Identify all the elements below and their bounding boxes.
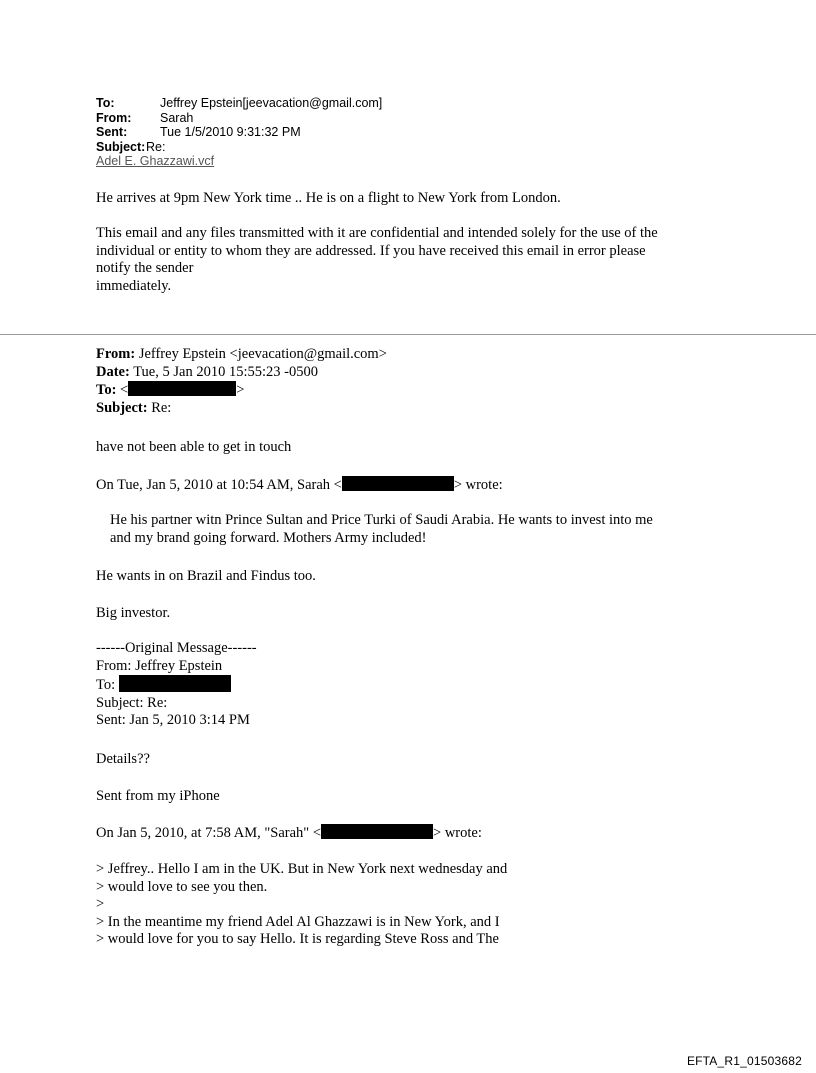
email-header xyxy=(96,96,382,169)
original-to-row xyxy=(96,675,726,695)
bates-number: EFTA_R1_01503682 xyxy=(686,1054,802,1068)
original-subject: Subject: Re: xyxy=(96,694,168,711)
message-line: Details?? xyxy=(96,751,150,767)
redaction-box xyxy=(119,675,231,692)
header-subject-label: Subject: xyxy=(96,139,146,154)
reply-subject-row xyxy=(96,400,726,418)
section-divider xyxy=(0,334,816,335)
quoted-line: He his partner witn Prince Sultan and Price Turki of Saudi Arabia. He wants to invest into me xyxy=(110,512,653,528)
header-subject-value: Re: xyxy=(146,139,166,154)
reply-from-label: From: xyxy=(96,346,136,362)
original-sent: Sent: Jan 5, 2010 3:14 PM xyxy=(96,712,250,728)
message-line: He arrives at 9pm New York time .. He is on a flight to New York from London. xyxy=(96,190,561,206)
quoted-line: > In the meantime my friend Adel Al Ghazzawi is in New York, and I xyxy=(96,913,500,930)
reply-from-row xyxy=(96,346,726,364)
message-line: Big investor. xyxy=(96,605,171,621)
header-from-label: From: xyxy=(96,110,132,125)
quote-intro xyxy=(96,476,503,495)
attachment-row xyxy=(96,154,382,169)
original-to-label: To: xyxy=(96,677,116,693)
reply-date-label: Date: xyxy=(96,363,130,380)
redaction-box xyxy=(342,476,454,491)
original-from: From: Jeffrey Epstein xyxy=(96,657,223,674)
header-sent-label: Sent: xyxy=(96,125,128,139)
disclaimer-line: notify the sender xyxy=(96,260,194,276)
header-subject-row xyxy=(96,140,382,155)
original-message-header xyxy=(96,640,726,730)
quote-intro-text: On Jan 5, 2010, at 7:58 AM, "Sarah" < xyxy=(96,825,322,841)
quote-intro xyxy=(96,824,482,843)
reply-to-open: < xyxy=(120,382,129,398)
quoted-original xyxy=(96,861,726,949)
reply-subject-value: Re: xyxy=(151,399,172,416)
reply-to-row xyxy=(96,381,726,400)
quote-intro-text: On Tue, Jan 5, 2010 at 10:54 AM, Sarah < xyxy=(96,477,342,493)
redaction-box xyxy=(321,824,433,839)
original-divider: ------Original Message------ xyxy=(96,640,257,656)
reply-date-value: Tue, 5 Jan 2010 15:55:23 -0500 xyxy=(133,363,318,380)
reply-to-label: To: xyxy=(96,382,117,398)
header-to-row xyxy=(96,96,382,111)
reply-from-value: Jeffrey Epstein <jeevacation@gmail.com> xyxy=(138,346,387,362)
header-from-value: Sarah xyxy=(160,110,194,125)
quoted-line: > would love to see you then. xyxy=(96,878,268,895)
reply-body: have not been able to get in touch xyxy=(96,439,292,455)
quote-intro-wrote: > wrote: xyxy=(453,477,503,493)
quote-intro-wrote: > wrote: xyxy=(433,825,482,841)
disclaimer-line: This email and any files transmitted with it are confidential and intended solely for the use of the xyxy=(96,225,658,241)
quoted-line: > would love for you to say Hello. It is regarding Steve Ross and The xyxy=(96,931,499,947)
quoted-message xyxy=(110,512,740,547)
quoted-line: and my brand going forward. Mothers Army included! xyxy=(110,529,427,546)
reply-date-row xyxy=(96,364,726,382)
message-line: He wants in on Brazil and Findus too. xyxy=(96,568,316,584)
signature: Sent from my iPhone xyxy=(96,788,220,804)
redaction-box xyxy=(128,381,236,396)
header-from-row xyxy=(96,111,382,126)
disclaimer-line: immediately. xyxy=(96,277,172,294)
disclaimer xyxy=(96,225,726,295)
disclaimer-line: individual or entity to whom they are addressed. If you have received this email in error please xyxy=(96,242,646,259)
header-to-value: Jeffrey Epstein[jeevacation@gmail.com] xyxy=(160,96,383,110)
reply-header xyxy=(96,346,726,417)
attachment-link[interactable]: Adel E. Ghazzawi.vcf xyxy=(96,154,215,168)
header-sent-row xyxy=(96,125,382,140)
header-to-label: To: xyxy=(96,96,115,110)
quoted-line: > Jeffrey.. Hello I am in the UK. But in New York next wednesday and xyxy=(96,861,508,877)
header-sent-value: Tue 1/5/2010 9:31:32 PM xyxy=(160,125,301,139)
reply-to-close: > xyxy=(236,382,245,398)
reply-subject-label: Subject: xyxy=(96,399,148,416)
quoted-line: > xyxy=(96,896,105,912)
